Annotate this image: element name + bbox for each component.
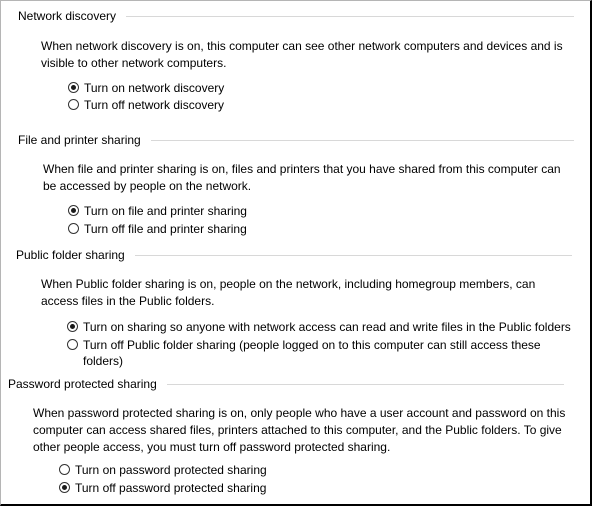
radio-password-sharing-off[interactable] xyxy=(59,480,559,496)
password-protected-sharing-title: Password protected sharing xyxy=(8,377,157,391)
radio-label: Turn on network discovery xyxy=(84,81,225,95)
radio-label: Turn on file and printer sharing xyxy=(84,204,247,218)
radio-public-folder-on[interactable] xyxy=(67,319,577,335)
radio-label: Turn off password protected sharing xyxy=(75,481,267,495)
radio-network-discovery-off[interactable] xyxy=(68,97,568,113)
section-divider xyxy=(151,140,574,141)
file-printer-sharing-title: File and printer sharing xyxy=(18,133,141,147)
network-discovery-header xyxy=(18,8,574,24)
radio-button-icon[interactable] xyxy=(68,99,79,110)
section-divider xyxy=(167,384,564,385)
radio-button-selected-icon[interactable] xyxy=(67,321,78,332)
radio-button-icon[interactable] xyxy=(68,223,79,234)
public-folder-sharing-title: Public folder sharing xyxy=(16,248,125,262)
radio-public-folder-off[interactable] xyxy=(67,337,557,369)
radio-file-sharing-on[interactable] xyxy=(68,203,568,219)
section-divider xyxy=(135,255,572,256)
radio-button-icon[interactable] xyxy=(59,464,70,475)
radio-label: Turn off Public folder sharing (people logged on to this computer can still access these folders) xyxy=(83,338,541,368)
network-discovery-description: When network discovery is on, this computer can see other network computers and devices and is visible to other network computers. xyxy=(41,39,563,70)
file-printer-sharing-description: When file and printer sharing is on, files and printers that you have shared from this computer can be accessed by people on the network. xyxy=(43,162,561,193)
radio-button-selected-icon[interactable] xyxy=(68,82,79,93)
radio-password-sharing-on[interactable] xyxy=(59,462,559,478)
password-protected-sharing-description: When password protected sharing is on, only people who have a user account and password on this computer can access shared files, printers attached to this computer, and the Public folders. To give other people access, you must turn off password protected sharing. xyxy=(33,406,566,454)
password-protected-sharing-header xyxy=(8,376,564,392)
radio-button-selected-icon[interactable] xyxy=(59,482,70,493)
radio-button-selected-icon[interactable] xyxy=(68,205,79,216)
file-printer-sharing-header xyxy=(18,132,574,148)
radio-label: Turn off file and printer sharing xyxy=(84,222,247,236)
radio-label: Turn off network discovery xyxy=(84,98,225,112)
radio-label: Turn on sharing so anyone with network access can read and write files in the Public folders xyxy=(83,320,571,334)
section-divider xyxy=(126,16,574,17)
radio-network-discovery-on[interactable] xyxy=(68,80,568,96)
radio-file-sharing-off[interactable] xyxy=(68,221,568,237)
radio-label: Turn on password protected sharing xyxy=(75,463,267,477)
public-folder-sharing-header xyxy=(16,247,572,263)
radio-button-icon[interactable] xyxy=(67,339,78,350)
public-folder-sharing-description: When Public folder sharing is on, people on the network, including homegroup members, can access files in the Public folders. xyxy=(41,277,536,308)
network-discovery-title: Network discovery xyxy=(18,9,117,23)
